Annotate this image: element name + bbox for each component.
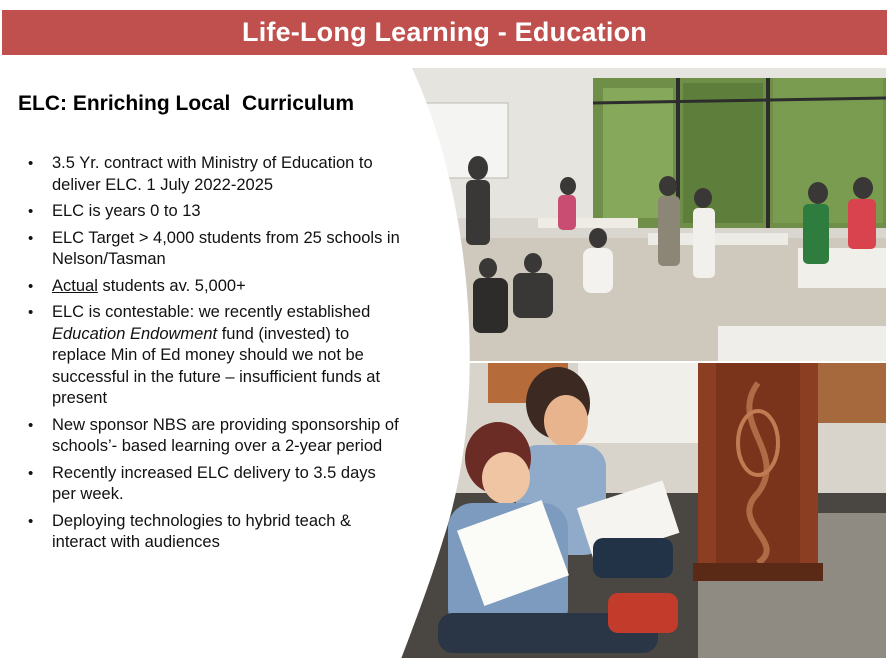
bullet-text: ELC is contestable: we recently established [52, 303, 371, 321]
bullet-item [22, 415, 402, 458]
bullet-item [22, 276, 402, 298]
bullet-dot-icon: • [28, 304, 34, 321]
bullet-text: 3.5 Yr. contract with Ministry of Education to deliver ELC. 1 July 2022-2025 [52, 154, 373, 194]
section-subtitle: ELC: Enriching Local Curriculum [18, 92, 355, 115]
bullet-text: ELC is years 0 to 13 [52, 202, 201, 220]
bullet-dot-icon: • [28, 229, 34, 247]
bullet-item [22, 302, 402, 410]
bullet-text: ELC Target > 4,000 students from 25 schools in Nelson/Tasman [52, 228, 400, 268]
bullet-item [22, 511, 402, 554]
bullet-item [22, 153, 402, 196]
bullet-item [22, 463, 402, 506]
bullet-text: New sponsor NBS are providing sponsorship of schools’- based learning over a 2-year period [52, 415, 399, 455]
title-bar [2, 10, 887, 55]
bullet-text: Deploying technologies to hybrid teach & interact with audiences [52, 511, 352, 551]
bullet-dot-icon: • [28, 203, 34, 220]
bullet-text-underlined: Actual [52, 276, 98, 295]
bullet-text-italic: Education Endowment [52, 324, 218, 343]
bullet-list [22, 153, 402, 559]
bullet-item [22, 228, 402, 271]
bullet-dot-icon: • [28, 155, 34, 172]
bullet-item [22, 201, 402, 223]
slide-title: Life-Long Learning - Education [242, 17, 647, 47]
bullet-dot-icon: • [28, 416, 34, 434]
bullet-text: fund (invested) to replace Min of Ed money should we not be successful in the future – insufficient funds at present [52, 324, 381, 407]
white-curve-overlay [398, 60, 488, 667]
bullet-text: students av. 5,000+ [97, 276, 246, 295]
bullet-dot-icon: • [28, 464, 34, 482]
bullet-text: Recently increased ELC delivery to 3.5 days per week. [52, 463, 376, 503]
bullet-dot-icon: • [28, 277, 34, 295]
bullet-dot-icon: • [28, 512, 34, 530]
